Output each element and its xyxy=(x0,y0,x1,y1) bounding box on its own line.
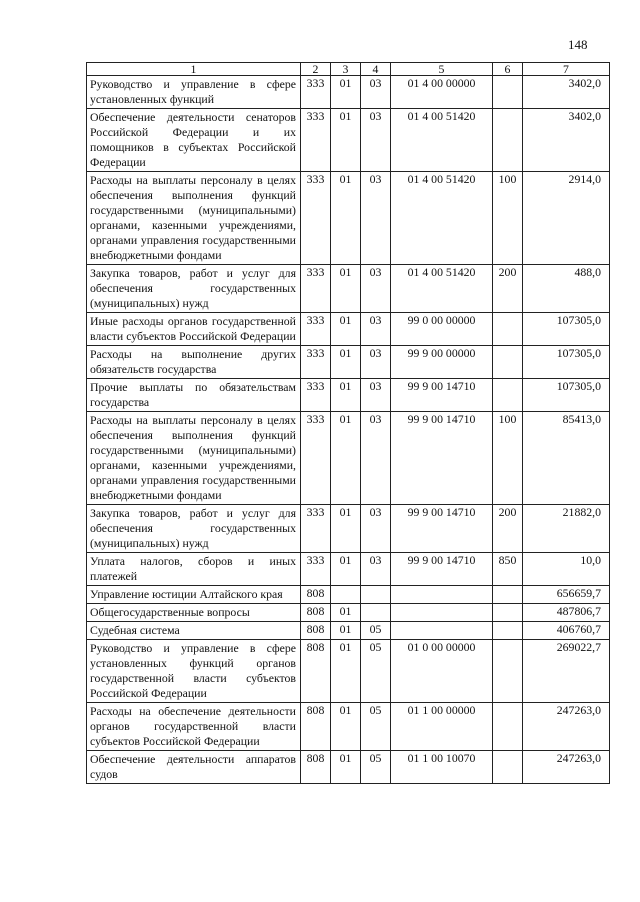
section-code-cell: 01 xyxy=(331,505,361,553)
table-body xyxy=(87,76,610,784)
subsection-code-cell xyxy=(361,586,391,604)
amount-cell: 21882,0 xyxy=(523,505,610,553)
row-name-cell: Обеспечение деятельности аппаратов судов xyxy=(87,751,301,784)
section-code-cell: 01 xyxy=(331,172,361,265)
table-row xyxy=(87,265,610,313)
expense-type-code-cell xyxy=(493,76,523,109)
subsection-code-cell: 03 xyxy=(361,109,391,172)
table-row xyxy=(87,109,610,172)
row-name-cell: Расходы на обеспечение деятельности органов государственной власти субъектов Российской Федерации xyxy=(87,703,301,751)
section-code-cell: 01 xyxy=(331,703,361,751)
header-col-3: 3 xyxy=(331,63,361,76)
amount-cell: 3402,0 xyxy=(523,76,610,109)
table-row xyxy=(87,412,610,505)
ministry-code-cell: 808 xyxy=(301,640,331,703)
table-row xyxy=(87,622,610,640)
target-article-code-cell: 99 9 00 14710 xyxy=(391,412,493,505)
expense-type-code-cell: 100 xyxy=(493,172,523,265)
target-article-code-cell: 01 1 00 10070 xyxy=(391,751,493,784)
row-name-cell: Уплата налогов, сборов и иных платежей xyxy=(87,553,301,586)
ministry-code-cell: 333 xyxy=(301,172,331,265)
amount-cell: 269022,7 xyxy=(523,640,610,703)
table-row xyxy=(87,604,610,622)
target-article-code-cell: 01 4 00 51420 xyxy=(391,265,493,313)
ministry-code-cell: 333 xyxy=(301,265,331,313)
ministry-code-cell: 333 xyxy=(301,346,331,379)
ministry-code-cell: 333 xyxy=(301,553,331,586)
amount-cell: 2914,0 xyxy=(523,172,610,265)
amount-cell: 107305,0 xyxy=(523,313,610,346)
row-name-cell: Закупка товаров, работ и услуг для обеспечения государственных (муниципальных) нужд xyxy=(87,505,301,553)
subsection-code-cell: 03 xyxy=(361,379,391,412)
subsection-code-cell: 03 xyxy=(361,412,391,505)
expense-type-code-cell: 200 xyxy=(493,505,523,553)
row-name-cell: Обеспечение деятельности сенаторов Российской Федерации и их помощников в субъектах Российской Федерации xyxy=(87,109,301,172)
table-row xyxy=(87,553,610,586)
row-name-cell: Расходы на выплаты персоналу в целях обеспечения выполнения функций государственными (муниципальными) органами, казенными учреждениями, органами управления государственными внебюджетными фондами xyxy=(87,412,301,505)
ministry-code-cell: 333 xyxy=(301,379,331,412)
expense-type-code-cell: 850 xyxy=(493,553,523,586)
ministry-code-cell: 333 xyxy=(301,313,331,346)
section-code-cell xyxy=(331,586,361,604)
section-code-cell: 01 xyxy=(331,622,361,640)
amount-cell: 247263,0 xyxy=(523,751,610,784)
amount-cell: 10,0 xyxy=(523,553,610,586)
row-name-cell: Управление юстиции Алтайского края xyxy=(87,586,301,604)
expense-type-code-cell xyxy=(493,751,523,784)
expense-type-code-cell xyxy=(493,109,523,172)
ministry-code-cell: 808 xyxy=(301,586,331,604)
target-article-code-cell: 01 4 00 51420 xyxy=(391,172,493,265)
target-article-code-cell: 99 9 00 14710 xyxy=(391,505,493,553)
row-name-cell: Расходы на выплаты персоналу в целях обеспечения выполнения функций государственными (муниципальными) органами, казенными учреждениями, органами управления государственными внебюджетными фондами xyxy=(87,172,301,265)
target-article-code-cell: 01 1 00 00000 xyxy=(391,703,493,751)
ministry-code-cell: 808 xyxy=(301,703,331,751)
section-code-cell: 01 xyxy=(331,346,361,379)
header-col-7: 7 xyxy=(523,63,610,76)
section-code-cell: 01 xyxy=(331,109,361,172)
row-name-cell: Руководство и управление в сфере установленных функций органов государственной власти субъектов Российской Федерации xyxy=(87,640,301,703)
table-row xyxy=(87,313,610,346)
expense-type-code-cell xyxy=(493,379,523,412)
header-col-4: 4 xyxy=(361,63,391,76)
subsection-code-cell: 05 xyxy=(361,751,391,784)
table-row xyxy=(87,505,610,553)
ministry-code-cell: 333 xyxy=(301,412,331,505)
section-code-cell: 01 xyxy=(331,412,361,505)
section-code-cell: 01 xyxy=(331,604,361,622)
subsection-code-cell: 03 xyxy=(361,313,391,346)
table-row xyxy=(87,703,610,751)
ministry-code-cell: 808 xyxy=(301,622,331,640)
header-col-2: 2 xyxy=(301,63,331,76)
table-row xyxy=(87,751,610,784)
target-article-code-cell: 01 0 00 00000 xyxy=(391,640,493,703)
expense-type-code-cell xyxy=(493,346,523,379)
row-name-cell: Закупка товаров, работ и услуг для обеспечения государственных (муниципальных) нужд xyxy=(87,265,301,313)
amount-cell: 3402,0 xyxy=(523,109,610,172)
target-article-code-cell xyxy=(391,622,493,640)
expense-type-code-cell xyxy=(493,640,523,703)
ministry-code-cell: 808 xyxy=(301,604,331,622)
amount-cell: 656659,7 xyxy=(523,586,610,604)
section-code-cell: 01 xyxy=(331,553,361,586)
page-number: 148 xyxy=(568,37,588,52)
section-code-cell: 01 xyxy=(331,313,361,346)
header-col-1: 1 xyxy=(87,63,301,76)
row-name-cell: Иные расходы органов государственной власти субъектов Российской Федерации xyxy=(87,313,301,346)
section-code-cell: 01 xyxy=(331,379,361,412)
header-col-5: 5 xyxy=(391,63,493,76)
amount-cell: 107305,0 xyxy=(523,346,610,379)
target-article-code-cell xyxy=(391,586,493,604)
table-row xyxy=(87,640,610,703)
target-article-code-cell: 01 4 00 51420 xyxy=(391,109,493,172)
amount-cell: 488,0 xyxy=(523,265,610,313)
subsection-code-cell: 03 xyxy=(361,265,391,313)
subsection-code-cell: 05 xyxy=(361,640,391,703)
header-row xyxy=(87,63,610,76)
subsection-code-cell: 03 xyxy=(361,346,391,379)
row-name-cell: Руководство и управление в сфере установленных функций xyxy=(87,76,301,109)
budget-table-container xyxy=(86,62,609,784)
table-row xyxy=(87,346,610,379)
amount-cell: 247263,0 xyxy=(523,703,610,751)
row-name-cell: Расходы на выполнение других обязательств государства xyxy=(87,346,301,379)
subsection-code-cell: 03 xyxy=(361,505,391,553)
section-code-cell: 01 xyxy=(331,265,361,313)
subsection-code-cell: 03 xyxy=(361,553,391,586)
ministry-code-cell: 808 xyxy=(301,751,331,784)
expense-type-code-cell xyxy=(493,604,523,622)
expense-type-code-cell xyxy=(493,586,523,604)
row-name-cell: Общегосударственные вопросы xyxy=(87,604,301,622)
table-row xyxy=(87,76,610,109)
subsection-code-cell: 05 xyxy=(361,622,391,640)
amount-cell: 85413,0 xyxy=(523,412,610,505)
row-name-cell: Судебная система xyxy=(87,622,301,640)
expense-type-code-cell: 100 xyxy=(493,412,523,505)
table-row xyxy=(87,379,610,412)
section-code-cell: 01 xyxy=(331,76,361,109)
section-code-cell: 01 xyxy=(331,751,361,784)
target-article-code-cell: 99 9 00 14710 xyxy=(391,379,493,412)
subsection-code-cell: 03 xyxy=(361,76,391,109)
target-article-code-cell: 99 0 00 00000 xyxy=(391,313,493,346)
budget-table xyxy=(86,62,610,784)
expense-type-code-cell: 200 xyxy=(493,265,523,313)
expense-type-code-cell xyxy=(493,622,523,640)
row-name-cell: Прочие выплаты по обязательствам государства xyxy=(87,379,301,412)
subsection-code-cell: 03 xyxy=(361,172,391,265)
expense-type-code-cell xyxy=(493,313,523,346)
table-row xyxy=(87,172,610,265)
amount-cell: 107305,0 xyxy=(523,379,610,412)
target-article-code-cell xyxy=(391,604,493,622)
subsection-code-cell xyxy=(361,604,391,622)
section-code-cell: 01 xyxy=(331,640,361,703)
ministry-code-cell: 333 xyxy=(301,76,331,109)
target-article-code-cell: 99 9 00 00000 xyxy=(391,346,493,379)
target-article-code-cell: 99 9 00 14710 xyxy=(391,553,493,586)
expense-type-code-cell xyxy=(493,703,523,751)
amount-cell: 487806,7 xyxy=(523,604,610,622)
ministry-code-cell: 333 xyxy=(301,109,331,172)
table-row xyxy=(87,586,610,604)
target-article-code-cell: 01 4 00 00000 xyxy=(391,76,493,109)
ministry-code-cell: 333 xyxy=(301,505,331,553)
subsection-code-cell: 05 xyxy=(361,703,391,751)
amount-cell: 406760,7 xyxy=(523,622,610,640)
header-col-6: 6 xyxy=(493,63,523,76)
